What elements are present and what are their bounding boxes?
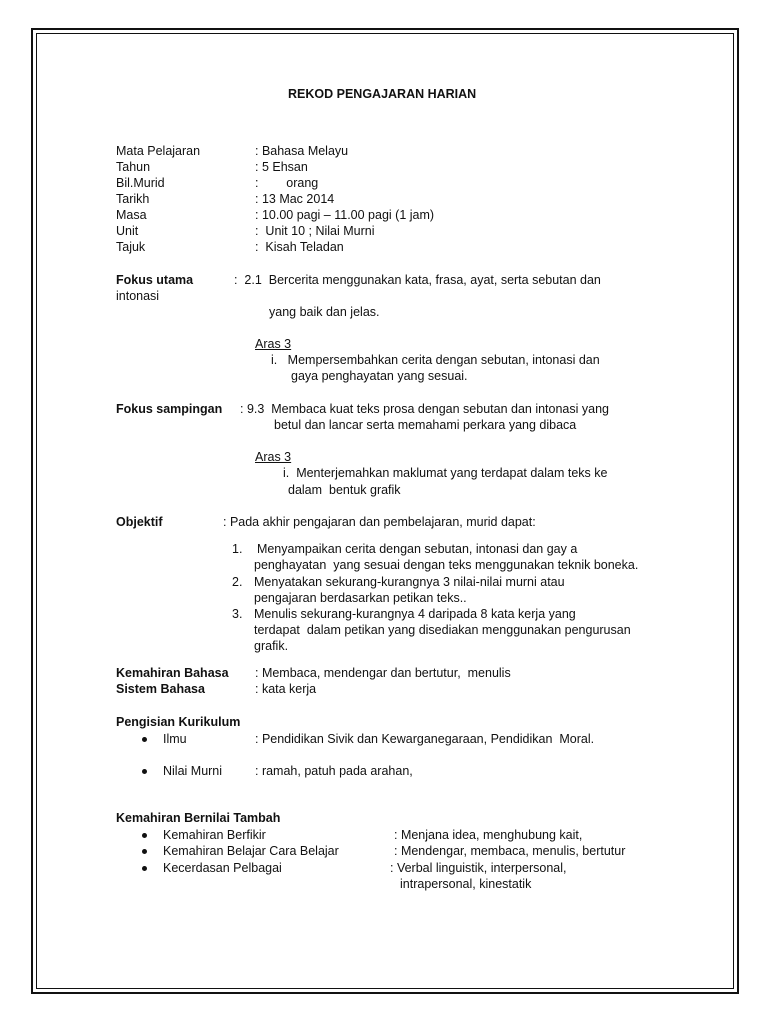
objektif-num: 3. [232, 607, 243, 621]
info-value: : Bahasa Melayu [255, 144, 349, 158]
objektif-item: Menyatakan sekurang-kurangnya 3 nilai-nilai murni atau [254, 575, 565, 589]
objektif-label: Objektif [116, 515, 163, 529]
fokus-sampingan-text: betul dan lancar serta memahami perkara yang dibaca [274, 418, 577, 432]
kbt-item-value: : Menjana idea, menghubung kait, [394, 828, 583, 842]
bullet-icon [142, 769, 147, 774]
bullet-icon [142, 833, 147, 838]
aras-item: gaya penghayatan yang sesuai. [291, 369, 468, 383]
info-label: Mata Pelajaran [116, 144, 201, 158]
info-value: : Unit 10 ; Nilai Murni [255, 224, 375, 238]
info-label: Unit [116, 224, 139, 238]
objektif-item: Menyampaikan cerita dengan sebutan, intonasi dan gay a [250, 542, 578, 556]
objektif-item: pengajaran berdasarkan petikan teks.. [254, 591, 467, 605]
kbt-label: Kemahiran Bernilai Tambah [116, 811, 281, 825]
objektif-item: Menulis sekurang-kurangnya 4 daripada 8 kata kerja yang [254, 607, 576, 621]
objektif-intro: : Pada akhir pengajaran dan pembelajaran, murid dapat: [223, 515, 536, 529]
kbt-item-label: Kemahiran Berfikir [163, 828, 266, 842]
bullet-icon [142, 737, 147, 742]
kbt-item-label: Kemahiran Belajar Cara Belajar [163, 844, 339, 858]
fokus-sampingan-text: : 9.3 Membaca kuat teks prosa dengan sebutan dan intonasi yang [240, 402, 609, 416]
objektif-item: terdapat dalam petikan yang disediakan menggunakan pengurusan [254, 623, 631, 637]
aras-item: i. Mempersembahkan cerita dengan sebutan, intonasi dan [271, 353, 600, 367]
fokus-utama-text-wrap: intonasi [116, 289, 160, 303]
info-value: : 10.00 pagi – 11.00 pagi (1 jam) [255, 208, 435, 222]
aras-label: Aras 3 [255, 337, 292, 351]
aras-item: i. Menterjemahkan maklumat yang terdapat dalam teks ke [283, 466, 608, 480]
info-value: : 5 Ehsan [255, 160, 308, 174]
pengisian-item-label: Nilai Murni [163, 764, 223, 778]
info-value: : Kisah Teladan [255, 240, 344, 254]
kemahiran-bahasa-label: Kemahiran Bahasa [116, 666, 229, 680]
info-label: Masa [116, 208, 147, 222]
bullet-icon [142, 866, 147, 871]
kbt-item-value: : Verbal linguistik, interpersonal, [390, 861, 567, 875]
kbt-item-value-wrap: intrapersonal, kinestatik [400, 877, 532, 891]
aras-label: Aras 3 [255, 450, 292, 464]
objektif-item: grafik. [254, 639, 289, 653]
info-label: Tahun [116, 160, 151, 174]
info-value: : orang [255, 176, 319, 190]
objektif-item: penghayatan yang sesuai dengan teks menggunakan teknik boneka. [254, 558, 639, 572]
bullet-icon [142, 849, 147, 854]
kbt-item-label: Kecerdasan Pelbagai [163, 861, 282, 875]
objektif-num: 1. [232, 542, 243, 556]
sistem-bahasa-value: : kata kerja [255, 682, 317, 696]
pengisian-item-value: : Pendidikan Sivik dan Kewarganegaraan, Pendidikan Moral. [255, 732, 595, 746]
pengisian-label: Pengisian Kurikulum [116, 715, 241, 729]
info-label: Bil.Murid [116, 176, 165, 190]
sistem-bahasa-label: Sistem Bahasa [116, 682, 205, 696]
aras-item: dalam bentuk grafik [288, 483, 401, 497]
fokus-utama-label: Fokus utama [116, 273, 194, 287]
info-value: : 13 Mac 2014 [255, 192, 335, 206]
kemahiran-bahasa-value: : Membaca, mendengar dan bertutur, menulis [255, 666, 511, 680]
info-label: Tajuk [116, 240, 146, 254]
page-title: REKOD PENGAJARAN HARIAN [288, 87, 477, 101]
fokus-sampingan-label: Fokus sampingan [116, 402, 223, 416]
fokus-utama-text: yang baik dan jelas. [269, 305, 380, 319]
objektif-num: 2. [232, 575, 243, 589]
kbt-item-value: : Mendengar, membaca, menulis, bertutur [394, 844, 626, 858]
pengisian-item-value: : ramah, patuh pada arahan, [255, 764, 413, 778]
pengisian-item-label: Ilmu [163, 732, 187, 746]
fokus-utama-text: : 2.1 Bercerita menggunakan kata, frasa, ayat, serta sebutan dan [234, 273, 601, 287]
info-label: Tarikh [116, 192, 150, 206]
